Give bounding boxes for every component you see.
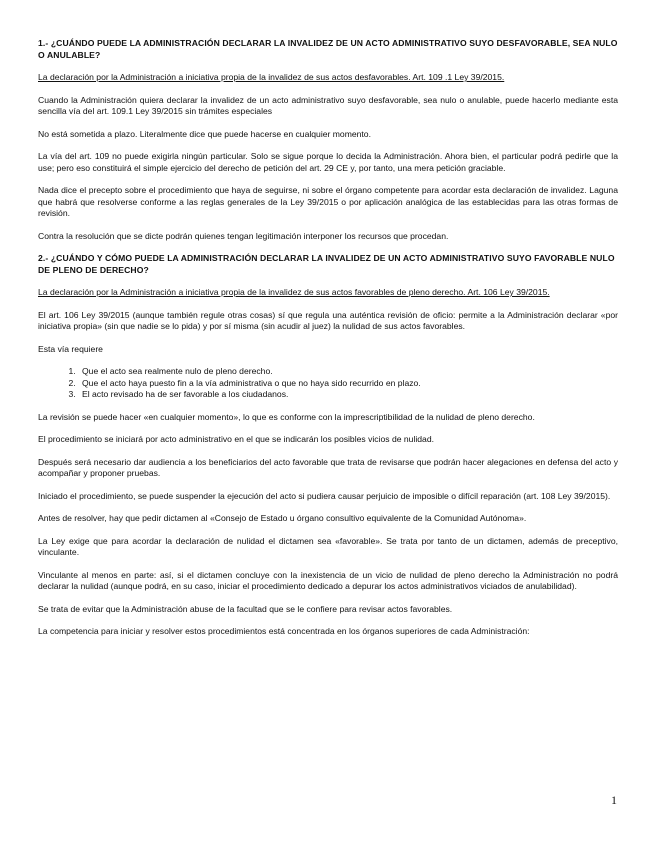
paragraph: Contra la resolución que se dicte podrán quienes tengan legitimación interponer los recursos que procedan. xyxy=(38,230,449,241)
list-item: 1. Que el acto sea realmente nulo de pleno derecho. xyxy=(78,366,618,378)
paragraph: Cuando la Administración quiera declarar la invalidez de un acto administrativo suyo desfavorable, sea nulo o anulable, puede hacerlo mediante esta sencilla vía del art. 109.1 Ley 39/2015 sin trámites especiales xyxy=(38,94,618,116)
section-1-subheading: La declaración por la Administración a iniciativa propia de la invalidez de sus actos desfavorables. Art. 109 .1 Ley 39/2015. xyxy=(38,72,505,82)
paragraph: El art. 106 Ley 39/2015 (aunque también regule otras cosas) sí que regula una auténtica revisión de oficio: permite a la Administración declarar «por iniciativa propia» (sin que nadie se lo pida) y por sí misma (sin acudir al juez) la nulidad de sus actos favorables. xyxy=(38,309,618,331)
section-2-heading: 2.- ¿CUÁNDO Y CÓMO PUEDE LA ADMINISTRACIÓN DECLARAR LA INVALIDEZ DE UN ACTO ADMINISTRATIVO SUYO FAVORABLE NULO DE PLENO DE DERECHO? xyxy=(38,253,615,275)
list-item: 3. El acto revisado ha de ser favorable a los ciudadanos. xyxy=(78,389,618,401)
list-intro: Esta vía requiere xyxy=(38,343,103,354)
paragraph: Nada dice el precepto sobre el procedimiento que haya de seguirse, ni sobre el órgano competente para acordar esta declaración de invalidez. Laguna que habrá que resolverse conforme a las reglas generales de la Ley 39/2015 o por aplicación analógica de las establecidas para las otras formas de revisión. xyxy=(38,185,618,218)
document-page xyxy=(38,38,618,649)
paragraph: Después será necesario dar audiencia a los beneficiarios del acto favorable que trata de revisarse que podrán hacer alegaciones en defensa del acto y acompañar y proponer pruebas. xyxy=(38,456,618,478)
paragraph: Se trata de evitar que la Administración abuse de la facultad que se le confiere para revisar actos favorables. xyxy=(38,603,453,614)
requirements-list xyxy=(38,366,618,401)
paragraph: Antes de resolver, hay que pedir dictamen al «Consejo de Estado u órgano consultivo equivalente de la Comunidad Autónoma». xyxy=(38,513,527,523)
section-1-heading: 1.- ¿CUÁNDO PUEDE LA ADMINISTRACIÓN DECLARAR LA INVALIDEZ DE UN ACTO ADMINISTRATIVO SUYO DESFAVORABLE, SEA NULO O ANULABLE? xyxy=(38,38,618,60)
list-item: 2. Que el acto haya puesto fin a la vía administrativa o que no haya sido recurrido en plazo. xyxy=(78,378,618,390)
paragraph: La competencia para iniciar y resolver estos procedimientos está concentrada en los órganos superiores de cada Administración: xyxy=(38,626,530,636)
paragraph: No está sometida a plazo. Literalmente dice que puede hacerse en cualquier momento. xyxy=(38,128,371,139)
paragraph: La vía del art. 109 no puede exigirla ningún particular. Solo se sigue porque lo decida la Administración. Ahora bien, el particular podrá pedirle que la use; pero eso constituirá el simple ejercicio del derecho de petición del art. 29 CE y, por tanto, una mera petición graciable. xyxy=(38,151,618,173)
paragraph: Vinculante al menos en parte: así, si el dictamen concluye con la inexistencia de un vicio de nulidad de pleno derecho la Administración no podrá declarar la nulidad (aunque podrá, en su caso, iniciar el procedimiento dedicado a depurar los actos administrativos viciados de anulabilidad). xyxy=(38,569,618,591)
section-2-subheading: La declaración por la Administración a iniciativa propia de la invalidez de sus actos favorables de pleno derecho. Art. 106 Ley 39/2015. xyxy=(38,287,550,297)
paragraph: La revisión se puede hacer «en cualquier momento», lo que es conforme con la imprescriptibilidad de la nulidad de pleno derecho. xyxy=(38,411,535,422)
page-number: 1 xyxy=(611,793,617,807)
paragraph: La Ley exige que para acordar la declaración de nulidad el dictamen sea «favorable». Se trata por tanto de un dictamen, además de preceptivo, vinculante. xyxy=(38,535,618,557)
paragraph: El procedimiento se iniciará por acto administrativo en el que se indicarán los posibles vicios de nulidad. xyxy=(38,434,435,444)
paragraph: Iniciado el procedimiento, se puede suspender la ejecución del acto si pudiera causar perjuicio de imposible o difícil reparación (art. 108 Ley 39/2015). xyxy=(38,490,611,501)
